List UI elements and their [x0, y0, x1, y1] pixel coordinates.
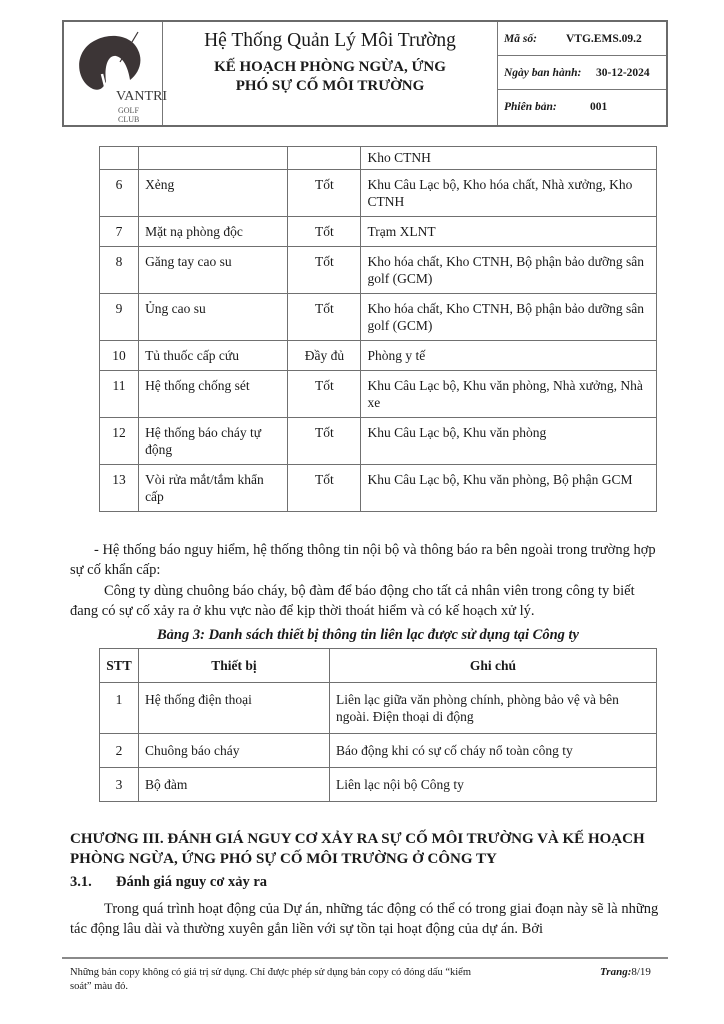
section-title: Đánh giá nguy cơ xảy ra	[116, 874, 268, 890]
cell-stt: 10	[100, 341, 139, 371]
cell-stt: 12	[100, 418, 139, 465]
table-row	[100, 465, 657, 512]
communication-equipment-table	[99, 648, 657, 802]
cell-stt: 6	[100, 170, 139, 217]
header-device: Thiết bị	[139, 649, 330, 683]
cell-status: Tốt	[288, 247, 361, 294]
page-number	[600, 966, 651, 978]
cell-equipment: Hệ thống chống sét	[139, 371, 288, 418]
cell-status: Tốt	[288, 371, 361, 418]
cell-equipment: Tủ thuốc cấp cứu	[139, 341, 288, 371]
meta-date-value: 30-12-2024	[596, 66, 650, 79]
system-title: Hệ Thống Quản Lý Môi Trường	[204, 30, 456, 51]
meta-version-value: 001	[590, 101, 608, 113]
chapter-body-paragraph: Trong quá trình hoạt động của Dự án, những tác động có thể có trong giai đoạn này sẽ là những tác động lâu dài và thường xuyên gắn liền với sự tồn tại hoạt động của dự án. Bởi	[70, 901, 659, 937]
cell-location: Trạm XLNT	[361, 217, 657, 247]
meta-version-label: Phiên bản:	[504, 101, 557, 113]
cell-device: Chuông báo cháy	[139, 734, 330, 768]
cell-equipment	[139, 147, 288, 170]
table-row	[100, 341, 657, 371]
plan-title-line-2: PHÓ SỰ CỐ MÔI TRƯỜNG	[235, 78, 425, 94]
cell-device: Bộ đàm	[139, 768, 330, 802]
cell-stt: 9	[100, 294, 139, 341]
logo-subtitle: GOLF CLUB	[118, 106, 140, 124]
table-row	[100, 371, 657, 418]
chapter-title: CHƯƠNG III. ĐÁNH GIÁ NGUY CƠ XẢY RA SỰ CỐ MÔI TRƯỜNG VÀ KẾ HOẠCH PHÒNG NGỪA, ỨNG PHÓ SỰ CỐ MÔI TRƯỜNG Ở CÔNG TY	[70, 831, 645, 867]
cell-location: Kho hóa chất, Kho CTNH, Bộ phận bảo dưỡng sân golf (GCM)	[361, 247, 657, 294]
cell-location: Khu Câu Lạc bộ, Khu văn phòng	[361, 418, 657, 465]
table-row	[100, 768, 657, 802]
cell-location: Phòng y tế	[361, 341, 657, 371]
cell-location: Kho hóa chất, Kho CTNH, Bộ phận bảo dưỡng sân golf (GCM)	[361, 294, 657, 341]
cell-status: Tốt	[288, 294, 361, 341]
cell-stt	[100, 147, 139, 170]
table-row	[100, 147, 657, 170]
cell-equipment: Mặt nạ phòng độc	[139, 217, 288, 247]
cell-stt: 13	[100, 465, 139, 512]
table-row	[100, 734, 657, 768]
document-header	[62, 20, 668, 127]
company-use-paragraph: Công ty dùng chuông báo cháy, bộ đàm để báo động cho tất cả nhân viên trong công ty biết đang có sự cố xảy ra ở khu vực nào để kịp thời thoát hiểm và có kế hoạch xử lý.	[70, 583, 635, 619]
header-stt: STT	[100, 649, 139, 683]
meta-code	[498, 22, 666, 56]
cell-location: Kho CTNH	[361, 147, 657, 170]
page-value: 8/19	[631, 966, 651, 978]
cell-location: Khu Câu Lạc bộ, Khu văn phòng, Nhà xưởng, Nhà xe	[361, 371, 657, 418]
table-header-row	[100, 649, 657, 683]
cell-equipment: Ủng cao su	[139, 294, 288, 341]
page-label: Trang:	[600, 966, 632, 978]
cell-status: Tốt	[288, 465, 361, 512]
cell-status: Đầy đủ	[288, 341, 361, 371]
header-note: Ghi chú	[330, 649, 657, 683]
cell-equipment: Xẻng	[139, 170, 288, 217]
cell-equipment: Vòi rửa mắt/tắm khẩn cấp	[139, 465, 288, 512]
cell-equipment: Găng tay cao su	[139, 247, 288, 294]
plan-title-line-1: KẾ HOẠCH PHÒNG NGỪA, ỨNG	[214, 59, 446, 75]
document-meta	[498, 22, 666, 125]
logo	[64, 22, 168, 125]
cell-stt: 3	[100, 768, 139, 802]
plan-title	[163, 58, 497, 96]
cell-stt: 1	[100, 683, 139, 734]
meta-code-value: VTG.EMS.09.2	[566, 32, 642, 45]
table-row	[100, 418, 657, 465]
table-row	[100, 170, 657, 217]
section-heading	[70, 874, 267, 891]
title-block	[163, 22, 498, 125]
cell-location: Khu Câu Lạc bộ, Kho hóa chất, Nhà xưởng, Kho CTNH	[361, 170, 657, 217]
cell-status	[288, 147, 361, 170]
footer-note: Những bản copy không có giá trị sử dụng. Chỉ được phép sử dụng bản copy có đóng dấu “kiểm soát” màu đỏ.	[70, 967, 471, 992]
meta-date-label: Ngày ban hành:	[504, 66, 582, 79]
cell-note: Báo động khi có sự cố cháy nổ toàn công ty	[330, 734, 657, 768]
meta-date	[498, 56, 666, 90]
cell-status: Tốt	[288, 170, 361, 217]
section-number: 3.1.	[70, 874, 92, 890]
cell-status: Tốt	[288, 217, 361, 247]
cell-device: Hệ thống điện thoại	[139, 683, 330, 734]
meta-code-label: Mã số:	[504, 32, 537, 45]
table3-caption: Bảng 3: Danh sách thiết bị thông tin liên lạc được sử dụng tại Công ty	[157, 627, 579, 643]
table-row	[100, 247, 657, 294]
cell-status: Tốt	[288, 418, 361, 465]
table-row	[100, 294, 657, 341]
alarm-system-paragraph: - Hệ thống báo nguy hiểm, hệ thống thông tin nội bộ và thông báo ra bên ngoài trong trường hợp sự cố khẩn cấp:	[70, 542, 656, 578]
cell-stt: 8	[100, 247, 139, 294]
footer-divider	[62, 957, 668, 959]
cell-equipment: Hệ thống báo cháy tự động	[139, 418, 288, 465]
table-row	[100, 217, 657, 247]
cell-location: Khu Câu Lạc bộ, Khu văn phòng, Bộ phận GCM	[361, 465, 657, 512]
cell-stt: 7	[100, 217, 139, 247]
table-row	[100, 683, 657, 734]
equipment-table	[99, 146, 657, 512]
cell-stt: 2	[100, 734, 139, 768]
logo-name: VANTRI	[116, 89, 168, 104]
cell-stt: 11	[100, 371, 139, 418]
cell-note: Liên lạc nội bộ Công ty	[330, 768, 657, 802]
cell-note: Liên lạc giữa văn phòng chính, phòng bảo vệ và bên ngoài. Điện thoại di động	[330, 683, 657, 734]
meta-version	[498, 90, 666, 124]
